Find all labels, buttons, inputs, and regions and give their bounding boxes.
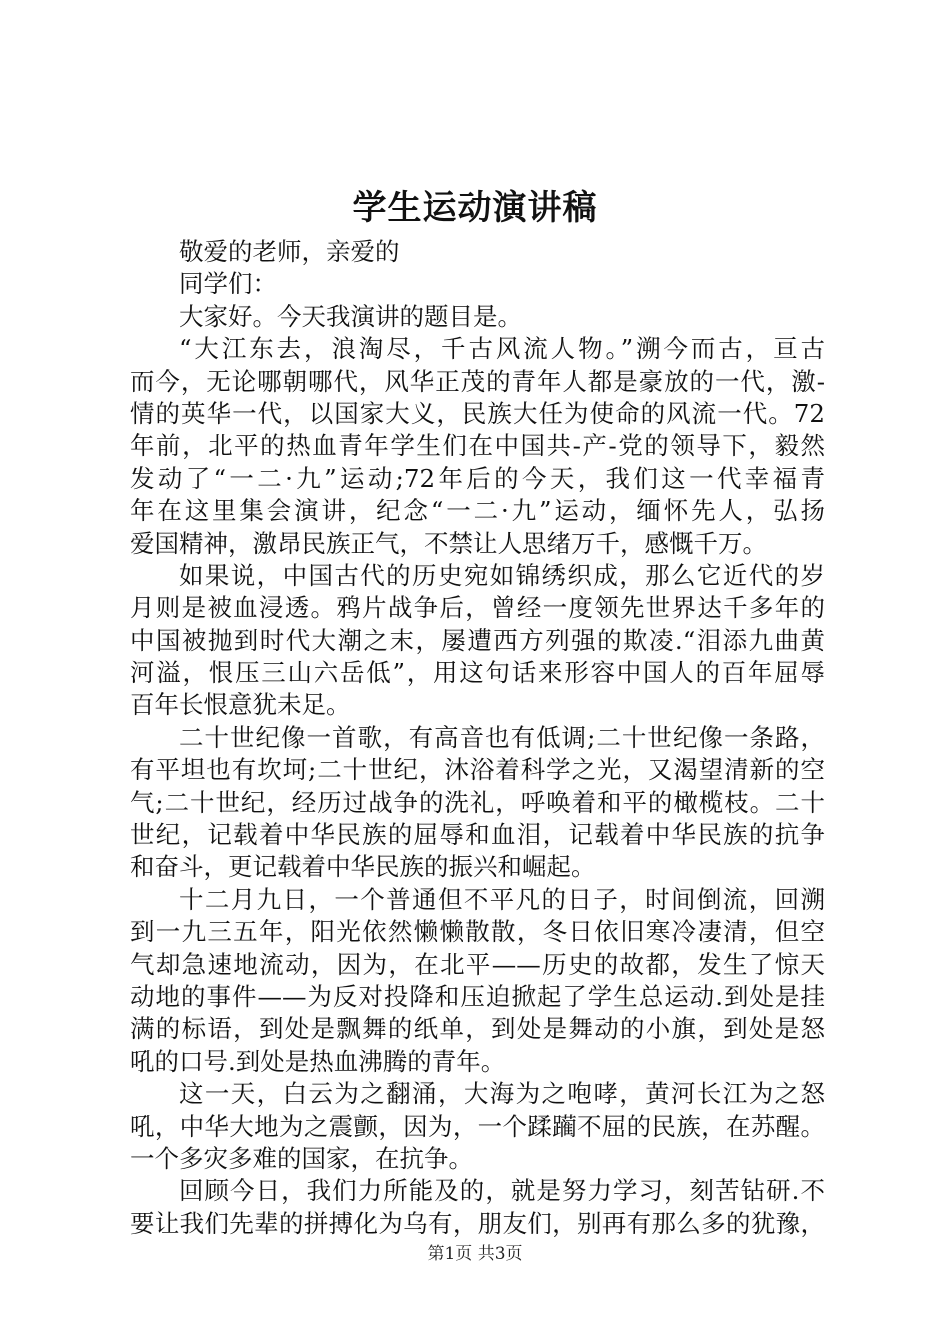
- text-line: 敬爱的老师，亲爱的: [179, 237, 400, 266]
- text-line: 如果说，中国古代的历史宛如锦绣织成，那么它近代的岁: [179, 560, 825, 590]
- page-title: 学生运动演讲稿: [352, 188, 598, 228]
- text-line: 和奋斗，更记载着中华民族的振兴和崛起。: [130, 852, 596, 882]
- page-footer: 第1页 共3页: [427, 1244, 523, 1264]
- text-line: 年在这里集会演讲，纪念“一二·九”运动，缅怀先人，弘扬: [130, 496, 825, 526]
- text-line: 气;二十世纪，经历过战争的洗礼，呼唤着和平的橄榄枝。二十: [130, 787, 825, 817]
- text-line: 到一九三五年，阳光依然懒懒散散，冬日依旧寒冷凄清，但空: [130, 917, 825, 947]
- text-line: 爱国精神，激昂民族正气，不禁让人思绪万千，感慨千万。: [130, 528, 767, 558]
- text-line: 情的英华一代，以国家大义，民族大任为使命的风流一代。72: [130, 398, 825, 428]
- text-line: 满的标语，到处是飘舞的纸单，到处是舞动的小旗，到处是怒: [130, 1014, 825, 1044]
- text-line: 一个多灾多难的国家，在抗争。: [130, 1143, 473, 1173]
- text-line: 动地的事件——为反对投降和压迫掀起了学生总运动.到处是挂: [130, 981, 825, 1011]
- text-line: 大家好。今天我演讲的题目是。: [179, 301, 522, 331]
- text-line: 吼的口号.到处是热血沸腾的青年。: [130, 1046, 506, 1076]
- text-line: 要让我们先辈的拼搏化为乌有，朋友们，别再有那么多的犹豫，: [130, 1208, 825, 1238]
- text-line: 月则是被血浸透。鸦片战争后，曾经一度领先世界达千多年的: [130, 593, 825, 623]
- text-line: 二十世纪像一首歌，有高音也有低调;二十世纪像一条路，: [179, 722, 825, 752]
- text-line: 有平坦也有坎坷;二十世纪，沐浴着科学之光，又渴望清新的空: [130, 755, 825, 785]
- text-line: “大江东去，浪淘尽，千古风流人物。”溯今而古，亘古: [179, 334, 825, 364]
- text-line: 世纪，记载着中华民族的屈辱和血泪，记载着中华民族的抗争: [130, 820, 825, 850]
- text-line: 发动了“一二·九”运动;72年后的今天，我们这一代幸福青: [130, 463, 825, 493]
- document-body: [130, 236, 825, 1240]
- text-line: 百年长恨意犹未足。: [130, 690, 351, 720]
- text-line: 中国被抛到时代大潮之末，屡遭西方列强的欺凌.“泪添九曲黄: [130, 625, 825, 655]
- text-line: 回顾今日，我们力所能及的，就是努力学习，刻苦钻研.不: [179, 1176, 825, 1206]
- text-line: 十二月九日，一个普通但不平凡的日子，时间倒流，回溯: [179, 884, 825, 914]
- text-line: 这一天，白云为之翻涌，大海为之咆哮，黄河长江为之怒: [179, 1079, 825, 1109]
- text-line: 吼，中华大地为之震颤，因为，一个蹂躏不屈的民族，在苏醒。: [130, 1111, 825, 1141]
- text-line: 年前，北平的热血青年学生们在中国共-产-党的领导下，毅然: [130, 431, 825, 461]
- text-line: 气却急速地流动，因为，在北平——历史的故都，发生了惊天: [130, 949, 825, 979]
- text-line: 而今，无论哪朝哪代，风华正茂的青年人都是豪放的一代，激-: [130, 366, 825, 396]
- text-line: 河溢，恨压三山六岳低”，用这句话来形容中国人的百年屈辱: [130, 658, 825, 688]
- text-line: 同学们：: [179, 269, 277, 299]
